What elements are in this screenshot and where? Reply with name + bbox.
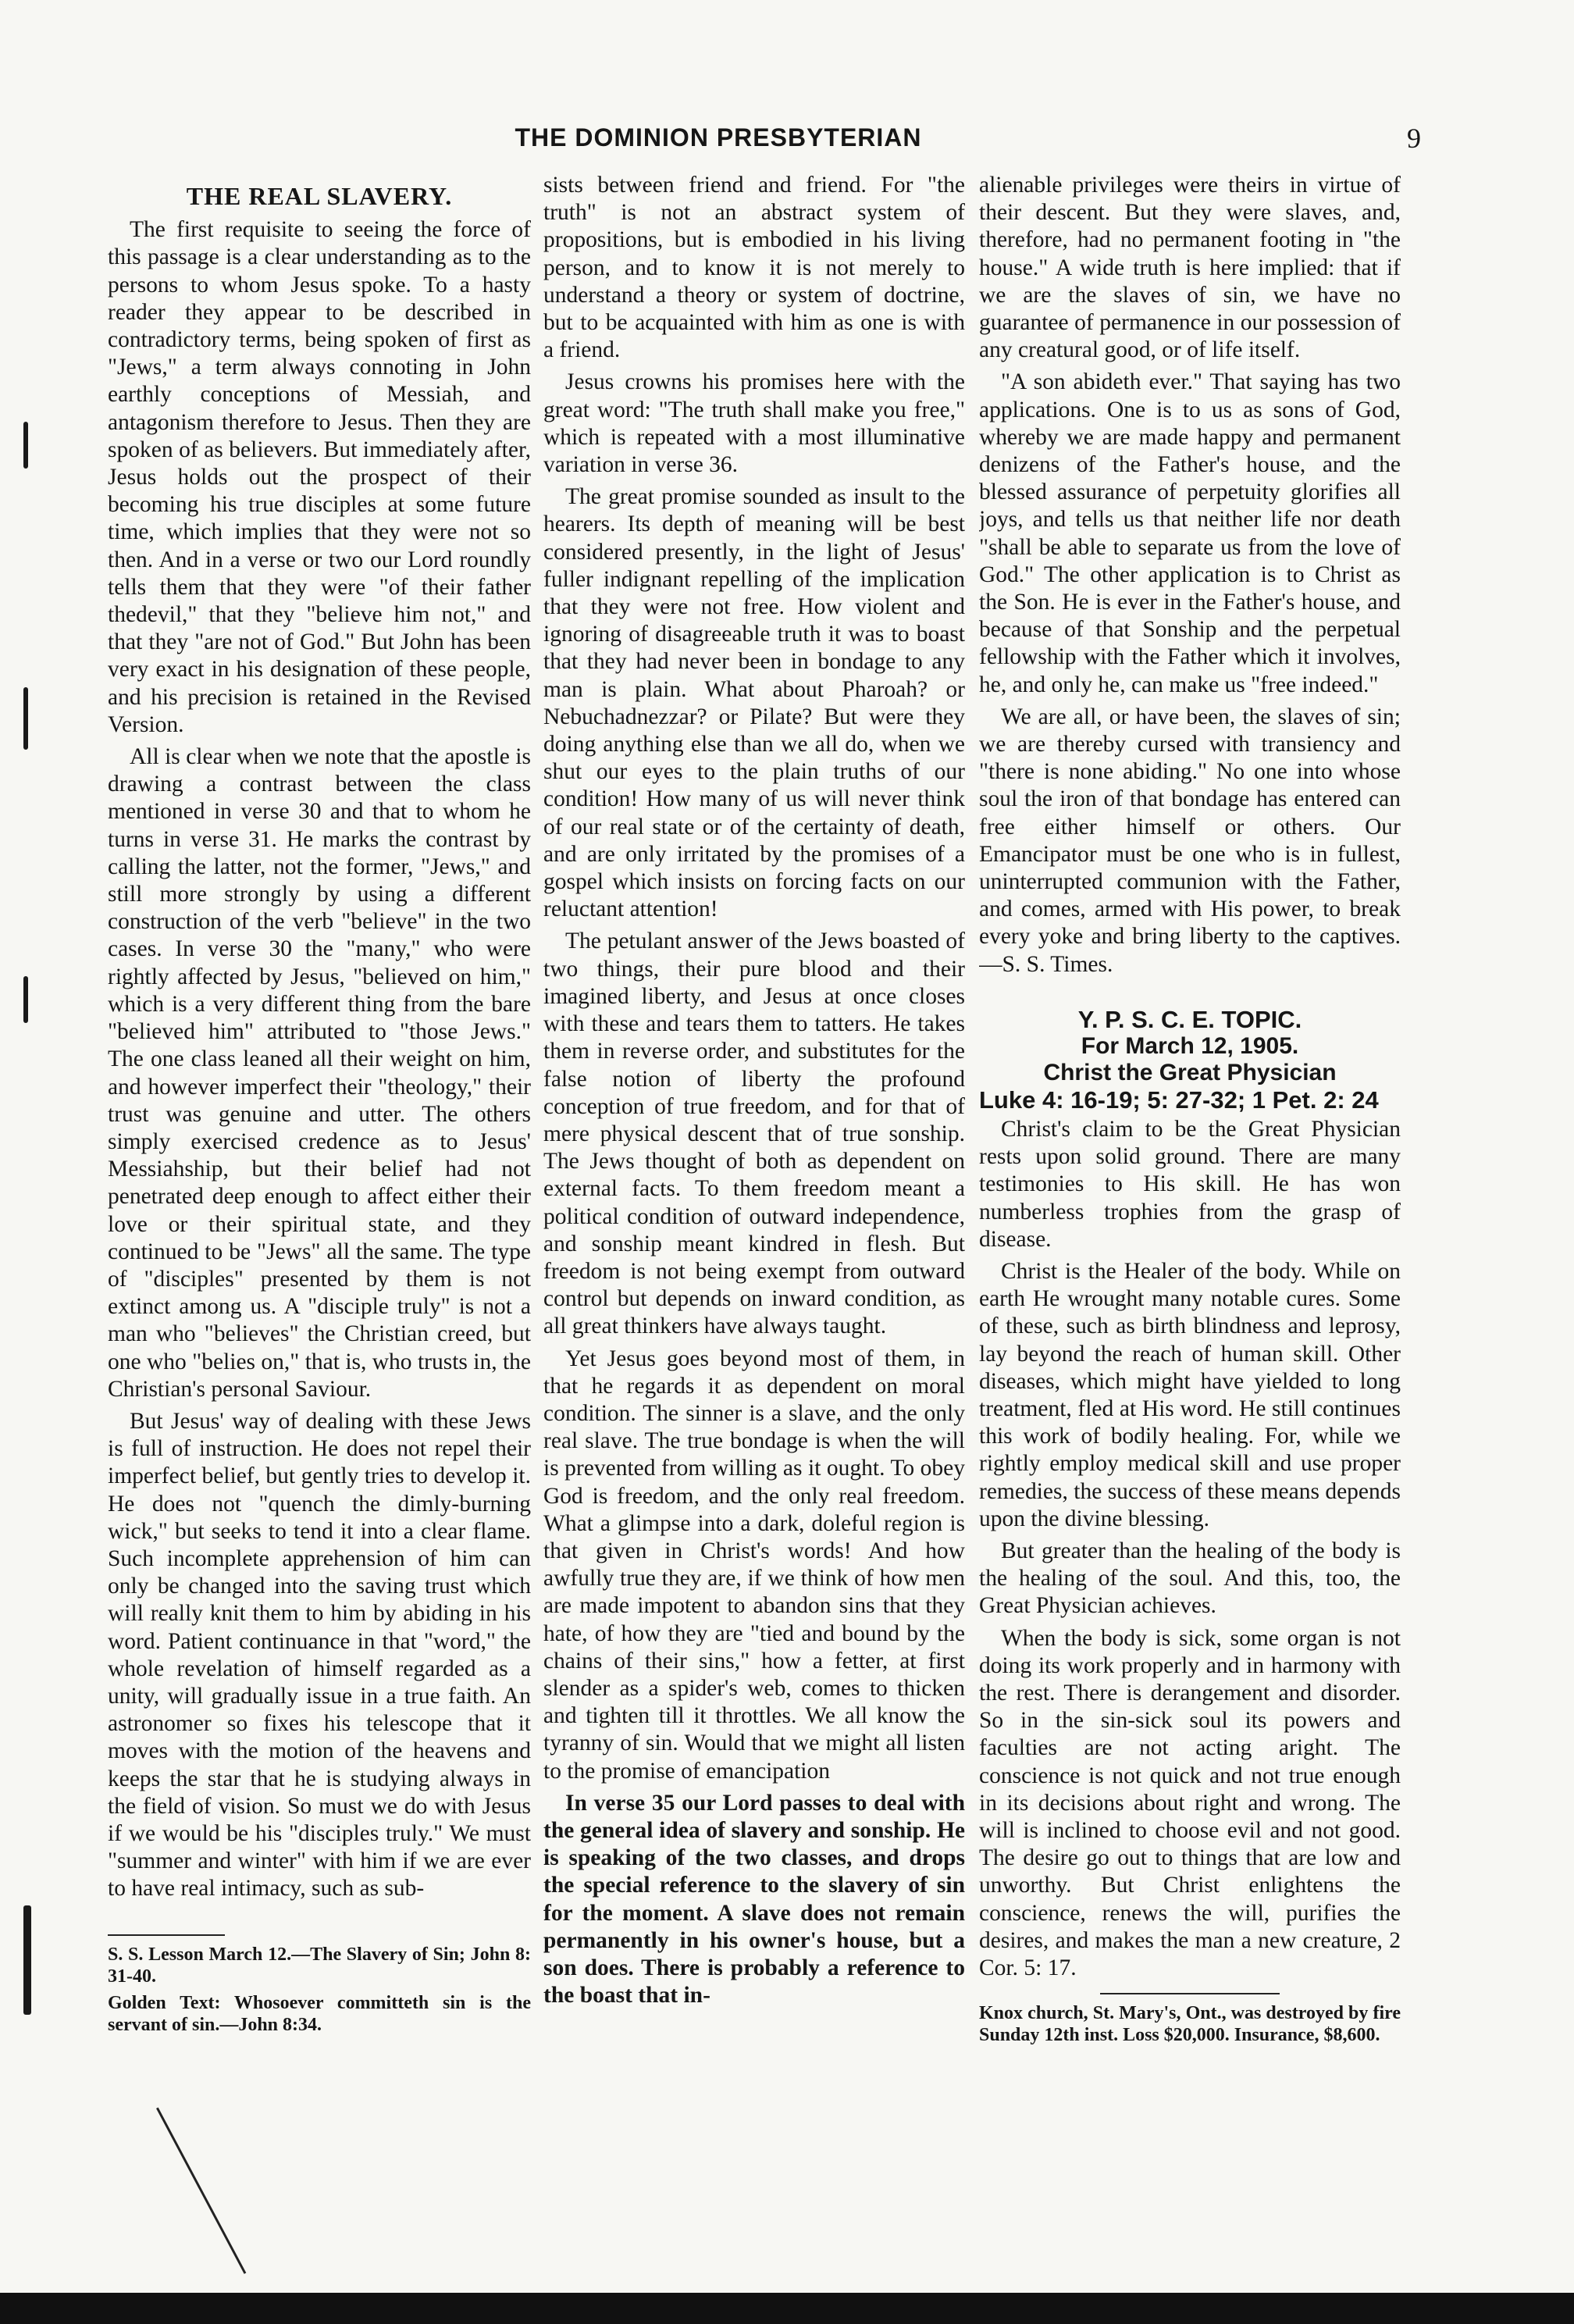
article-paragraph: "A son abideth ever." That saying has two applications. One is to us as sons of God, whereby we are made happy and permanent denizens of the Father's house, and the blessed assurance of perpetuity glorifies all joys, and tells us that neither life nor death "shall be able to separate us from the love of God." The other application is to Christ as the Son. He is ever in the Father's house, and because of that Sonship and the perpetual fellowship with the Father which it involves, he, and only he, can make us "free indeed.": [979, 369, 1401, 697]
topic-paragraph: Christ is the Healer of the body. While on earth He wrought many notable cures. Some of these, such as birth blindness and leprosy, lay beyond the reach of human skill. Other diseases, which might have yielded to long treatment, fled at His word. He still continues this work of bodily healing. For, while we rightly employ medical skill and use proper remedies, the success of these means depends upon the divine blessing.: [979, 1258, 1401, 1531]
article-paragraph: But Jesus' way of dealing with these Jews is full of instruction. He does not repel their imperfect belief, but gently tries to develop it. He does not "quench the dimly-burning wick," but seeks to tend it into a clear flame. Such incomplete apprehension of him can only be changed into the saving trust which will really knit them to him by abiding in his word. Patient continuance in that "word," the whole revelation of himself regarded as a unity, will gradually issue in a true faith. An astronomer so fixes his telescope that it moves with the motion of the heavens and keeps the star that he is studying always in the field of vision. So must we do with Jesus if we would be his "disciples truly." We must "summer and winter" with him if we are ever to have real intimacy, such as sub-: [108, 1408, 531, 1902]
scan-border: [0, 2293, 1574, 2324]
scan-mark: [23, 976, 28, 1023]
divider: [108, 1934, 225, 1936]
article-paragraph-continued: sists between friend and friend. For "the truth" is not an abstract system of propositions, but is embodied in his living person, and to know it is not merely to understand a theory or system of doctrine, but to be acquainted with him as one is with a friend.: [543, 173, 965, 363]
column-2: [543, 172, 965, 2233]
golden-text: Golden Text: Whosoever committeth sin is the servant of sin.—John 8:34.: [108, 1992, 531, 2035]
topic-paragraph: But greater than the healing of the body is the healing of the soul. And this, too, the Great Physician achieves.: [979, 1538, 1401, 1619]
topic-date: For March 12, 1905.: [1081, 1032, 1299, 1059]
article-headline: THE REAL SLAVERY.: [186, 182, 453, 210]
lesson-reference: S. S. Lesson March 12.—The Slavery of Sin; John 8: 31-40.: [108, 1944, 531, 1987]
lesson-note: [108, 1944, 531, 2036]
column-3: [979, 172, 1401, 2233]
topic-paragraph: When the body is sick, some organ is not doing its work properly and in harmony with the rest. There is derangement and disorder. So in the sin-sick soul its powers and faculties are not acting aright. The conscience is not quick and not true enough in its decisions about right and wrong. The will is inclined to choose evil and not good. The desire go out to things that are low and unworthy. But Christ enlightens the conscience, renews the will, purifies the desires, and makes the man a new creature, 2 Cor. 5: 17.: [979, 1625, 1401, 1980]
article-paragraph: We are all, or have been, the slaves of sin; we are thereby cursed with transiency and "there is none abiding." No one into whose soul the iron of that bondage has entered can free either himself or others. Our Emancipator must be one who is in fullest, uninterrupted communion with the Father, and comes, armed with His power, to break every yoke and bring liberty to the captives.—S. S. Times.: [979, 704, 1401, 977]
topic-paragraph: Christ's claim to be the Great Physician rests upon solid ground. There are many testimonies to His skill. He has won numberless trophies from the grasp of disease.: [979, 1116, 1401, 1252]
column-1: [108, 172, 531, 2233]
article-paragraph: The petulant answer of the Jews boasted of two things, their pure blood and their imagined liberty, and Jesus at once closes with these and tears them to tatters. He takes them in reverse order, and substitutes for the false notion of liberty the profound conception of true freedom, and for that of mere physical descent that of true sonship. The Jews thought of both as dependent on external facts. To them freedom meant a political condition of outward independence, and sonship meant kindred in flesh. But freedom is not being exempt from outward control but depends on inward condition, as all great thinkers have always taught.: [543, 929, 965, 1339]
article-paragraph: The great promise sounded as insult to the hearers. Its depth of meaning will be best considered presently, in the light of Jesus' fuller indignant repelling of the implication that they were not free. How violent and ignoring of disagreeable truth it was to boast that they had never been in bondage to any man is plain. What about Pharoah? or Nebuchadnezzar? or Pilate? But were they doing anything else than we all do, when we shut our eyes to the plain truths of our condition! How many of us will never think of our real state or of the certainty of death, and are only irritated by the promises of a gospel which insists on forcing facts on our reluctant attention!: [543, 484, 965, 922]
scan-mark: [23, 1905, 31, 2015]
publication-title: THE DOMINION PRESBYTERIAN: [515, 123, 922, 151]
divider: [1100, 1993, 1280, 1994]
topic-subtitle: Christ the Great Physician: [1043, 1059, 1337, 1085]
article-paragraph: In verse 35 our Lord passes to deal with the general idea of slavery and sonship. He is speaking of the two classes, and drops the special reference to the slavery of sin for the moment. A slave does not remain permanently in his owner's house, but a son does. There is probably a reference to the boast that in-: [543, 1790, 965, 2009]
article-paragraph-continued: alienable privileges were theirs in virtue of their descent. But they were slaves, and, therefore, had no permanent footing in "the house." A wide truth is here implied: that if we are the slaves of sin, we have no guarantee of permanence in our possession of any creatural good, or of life itself.: [979, 173, 1401, 363]
scan-mark: [23, 422, 28, 469]
topic-heading: Y. P. S. C. E. TOPIC.: [1077, 1005, 1302, 1033]
scripture-reference: Luke 4: 16-19; 5: 27-32; 1 Pet. 2: 24: [979, 1085, 1379, 1114]
page-number: 9: [1407, 123, 1421, 154]
article-paragraph: Yet Jesus goes beyond most of them, in that he regards it as dependent on moral condition. The sinner is a slave, and the only real slave. The true bondage is when the will is prevented from willing as it ought. To obey God is freedom, and the only real freedom. What a glimpse into a dark, doleful region is that given in Christ's words! And how awfully true they are, if we think of how men are made impotent to abandon sins that they hate, of how they are "tied and bound by the chains of their sins," how a fetter, at first slender as a spider's web, comes to thicken and tighten till it throttles. We all know the tyranny of sin. Would that we might all listen to the promise of emancipation: [543, 1346, 965, 1784]
news-note: Knox church, St. Mary's, Ont., was destroyed by fire Sunday 12th inst. Loss $20,000. Insurance, $8,600.: [979, 2003, 1401, 2046]
article-paragraph: All is clear when we note that the apostle is drawing a contrast between the class mentioned in verse 30 and that to whom he turns in verse 31. He marks the contrast by calling the latter, not the former, "Jews," and still more strongly by using a different construction of the verb "believe" in the two cases. In verse 30 the "many," who were rightly affected by Jesus, "believed on him," which is a very different thing from the bare "believed him" attributed to "those Jews." The one class leaned all their weight on him, and however imperfect their "theology," their trust was genuine and utter. The others simply exercised credence as to Jesus' Messiahship, but their belief had not penetrated deep enough to affect either their love or their spiritual state, and they continued to be "Jews" all the same. The type of "disciples" presented by them is not extinct among us. A "disciple truly" is not a man who "believes" the Christian creed, but one who "belies on," that is, who trusts in, the Christian's personal Saviour.: [108, 744, 531, 1402]
article-paragraph: The first requisite to seeing the force of this passage is a clear understanding as to the persons to whom Jesus spoke. To a hasty reader they appear to be described in contradictory terms, being spoken of first as "Jews," a term always connoting in John earthly conceptions of Messiah, and antagonism therefore to Jesus. Then they are spoken of as believers. But immediately after, Jesus holds out the prospect of their becoming his true disciples at some future time, which implies that they were not so then. And in a verse or two our Lord roundly tells them that they were "of their father thedevil," that they "believe him not," and that they "are not of God." But John has been very exact in his designation of these people, and his precision is retained in the Revised Version.: [108, 217, 531, 737]
scan-mark: [23, 687, 28, 750]
article-paragraph: Jesus crowns his promises here with the great word: "The truth shall make you free," which is repeated with a most illuminative variation in verse 36.: [543, 369, 965, 478]
